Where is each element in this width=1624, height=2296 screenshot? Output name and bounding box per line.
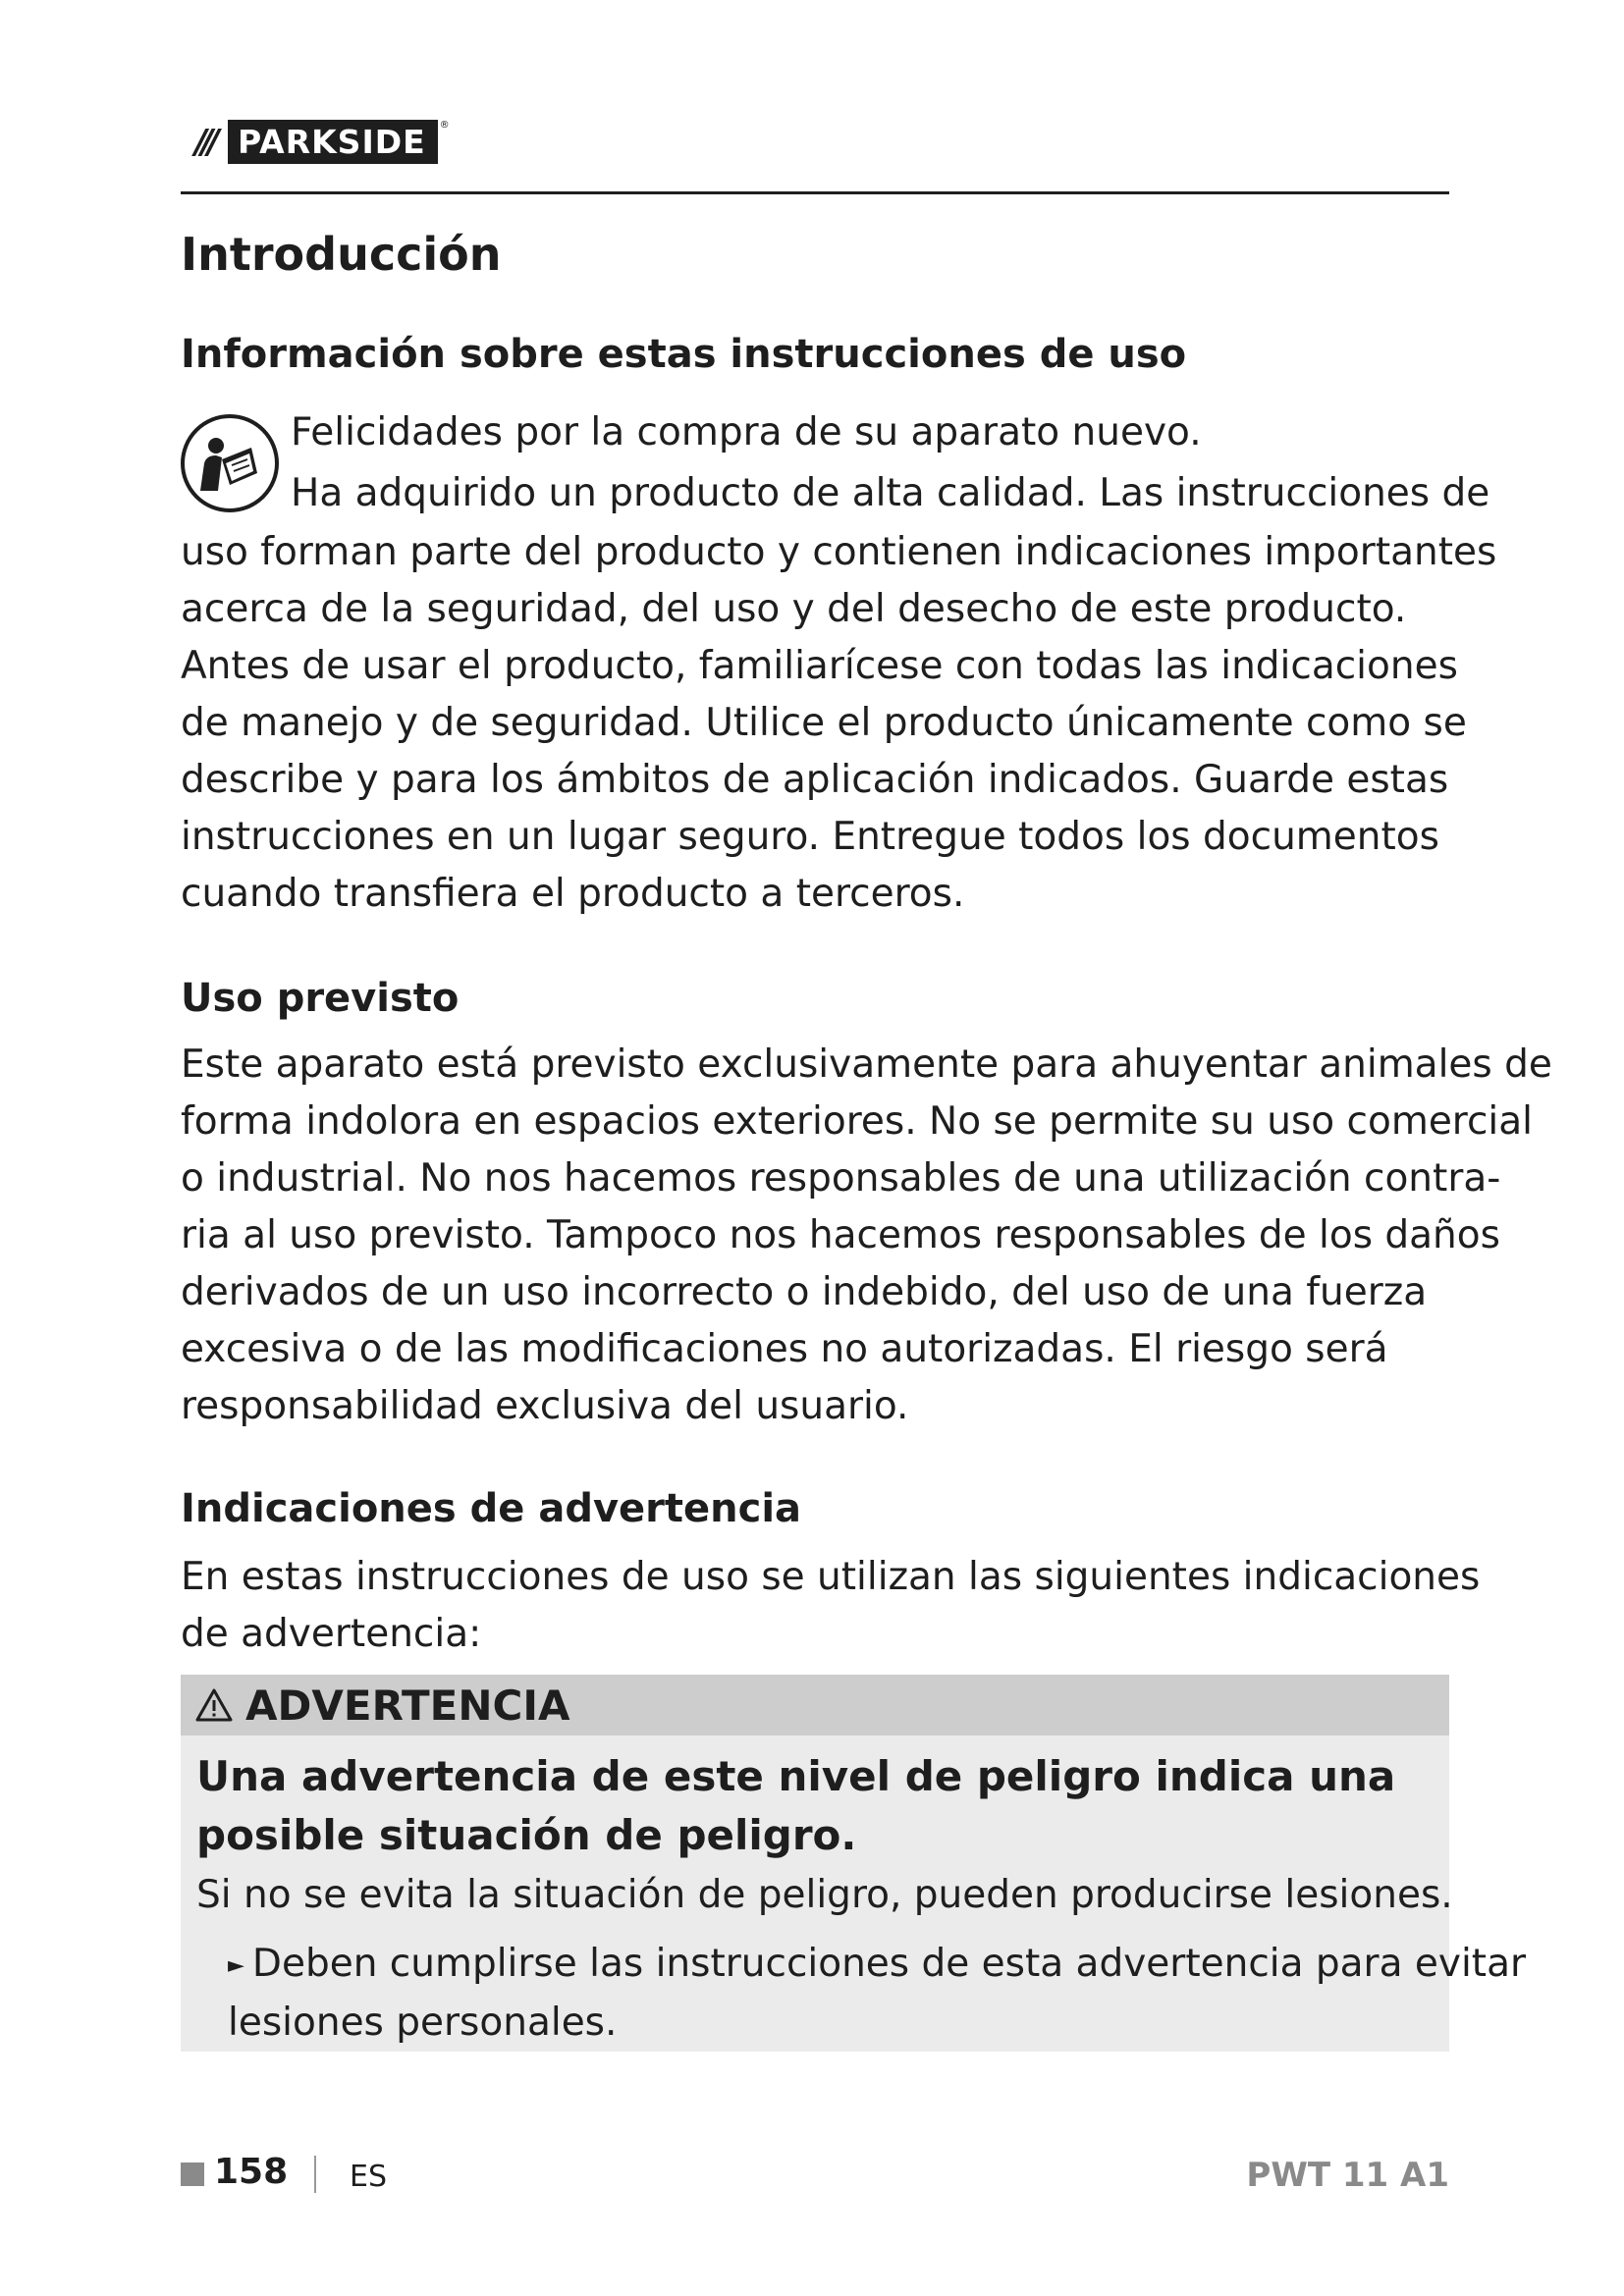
logo-wordmark: PARKSIDE <box>228 120 438 164</box>
info-line: instrucciones en un lugar seguro. Entregue todos los documentos <box>181 815 1439 859</box>
logo-registered-mark: ® <box>439 120 450 131</box>
warning-box-header <box>181 1675 1449 1735</box>
section-title-info: Información sobre estas instrucciones de uso <box>181 332 1187 377</box>
warning-bullet-line: lesiones personales. <box>228 2000 618 2045</box>
use-line: excesiva o de las modificaciones no autorizadas. El riesgo será <box>181 1327 1388 1371</box>
section-title-use: Uso previsto <box>181 976 460 1021</box>
info-paragraph <box>181 524 1497 923</box>
warning-bullet <box>228 1936 1526 2052</box>
use-line: derivados de un uso incorrecto o indebido, del uso de una fuerza <box>181 1270 1428 1314</box>
warning-text: Si no se evita la situación de peligro, pueden producirse lesiones. <box>196 1873 1453 1917</box>
use-line: ria al uso previsto. Tampoco nos hacemos responsables de los daños <box>181 1213 1500 1257</box>
warnings-paragraph <box>181 1549 1481 1663</box>
parkside-logo <box>181 120 450 164</box>
warning-strong-line: posible situación de peligro. <box>196 1811 857 1859</box>
info-line: Antes de usar el producto, familiarícese con todas las indicaciones <box>181 644 1458 688</box>
warning-strong-text <box>196 1747 1395 1865</box>
info-line: Felicidades por la compra de su aparato nuevo. <box>291 410 1202 454</box>
info-line: Ha adquirido un producto de alta calidad. Las instrucciones de <box>291 471 1490 515</box>
info-intro <box>291 404 1449 461</box>
warnings-line: En estas instrucciones de uso se utilizan las siguientes indicaciones <box>181 1555 1481 1599</box>
warning-triangle-icon <box>194 1687 234 1723</box>
info-line: describe y para los ámbitos de aplicación indicados. Guarde estas <box>181 758 1449 802</box>
language-code: ES <box>350 2160 387 2194</box>
page-number: 158 <box>214 2152 289 2192</box>
info-intro-2 <box>291 465 1490 522</box>
read-manual-icon <box>179 412 281 514</box>
header-rule <box>181 191 1449 194</box>
page-title: Introducción <box>181 228 502 281</box>
warning-strong-line: Una advertencia de este nivel de peligro indica una <box>196 1752 1396 1800</box>
warning-bullet-line: Deben cumplirse las instrucciones de esta advertencia para evitar <box>251 1942 1527 1986</box>
warning-label: ADVERTENCIA <box>245 1681 570 1730</box>
use-line: Este aparato está previsto exclusivamente para ahuyentar animales de <box>181 1042 1552 1087</box>
info-line: uso forman parte del producto y contienen indicaciones importantes <box>181 530 1497 574</box>
use-line: responsabilidad exclusiva del usuario. <box>181 1384 909 1428</box>
use-line: forma indolora en espacios exteriores. No se permite su uso comercial <box>181 1099 1533 1144</box>
logo-slashes: /// <box>194 122 214 162</box>
warnings-line: de advertencia: <box>181 1612 482 1656</box>
model-number: PWT 11 A1 <box>1246 2156 1449 2195</box>
arrow-bullet-icon: ► <box>228 1952 244 1978</box>
warning-box-body <box>181 1735 1527 2052</box>
info-line: acerca de la seguridad, del uso y del desecho de este producto. <box>181 587 1407 631</box>
use-paragraph <box>181 1037 1552 1435</box>
footer-separator <box>314 2156 316 2193</box>
section-title-warnings: Indicaciones de advertencia <box>181 1486 802 1531</box>
info-line: cuando transfiera el producto a terceros. <box>181 872 965 916</box>
info-line: de manejo y de seguridad. Utilice el producto únicamente como se <box>181 701 1467 745</box>
page-marker <box>181 2163 204 2186</box>
use-line: o industrial. No nos hacemos responsables de una utilización contra- <box>181 1156 1501 1201</box>
